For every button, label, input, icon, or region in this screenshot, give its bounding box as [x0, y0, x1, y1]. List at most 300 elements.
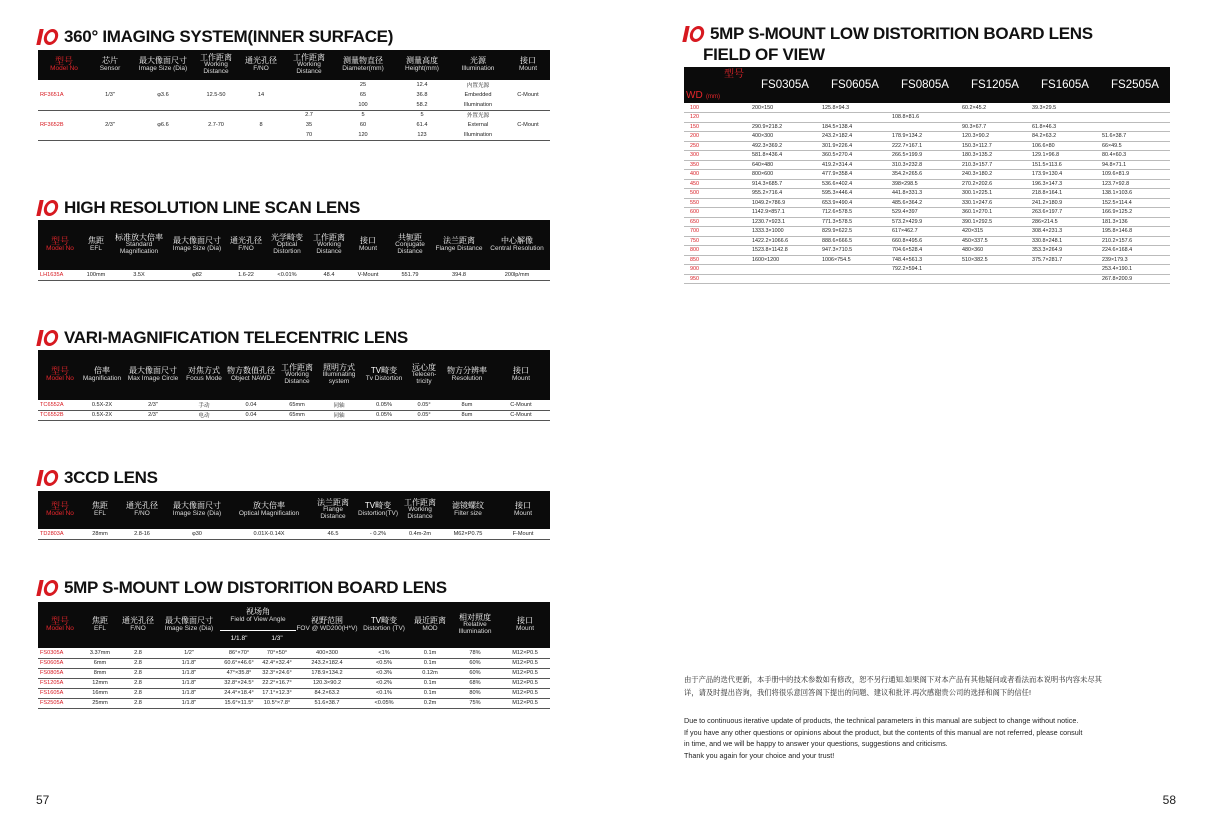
- column-header: [184, 350, 224, 400]
- table-cell: 180.3×135.2: [960, 151, 1030, 161]
- table-cell: 224.6×168.4: [1100, 246, 1170, 256]
- table-cell: 60.6°×46.6°: [220, 658, 258, 668]
- column-header: [434, 220, 484, 270]
- header-en: Flange Distance: [320, 506, 346, 521]
- column-header: [332, 50, 394, 80]
- table-cell: 66×49.5: [1100, 141, 1170, 151]
- table-cell: 300.1×225.1: [960, 189, 1030, 199]
- column-header: [492, 350, 550, 400]
- header-zh: 最近距离: [414, 616, 447, 626]
- table-cell: [286, 80, 332, 90]
- table-row: [38, 529, 550, 539]
- header-en: Model No: [46, 625, 74, 633]
- table-cell: 70: [286, 130, 332, 140]
- table-cell: 86°×70°: [220, 648, 258, 658]
- header-zh: 通光孔径: [230, 236, 262, 246]
- table-cell: [38, 110, 90, 120]
- header-en: MOD: [422, 624, 438, 632]
- fov-model-header: FS0305A: [750, 67, 820, 103]
- header-zh: 接口: [517, 616, 534, 626]
- table-cell: [820, 265, 890, 275]
- table-cell: [506, 80, 550, 90]
- column-header: [90, 50, 130, 80]
- table-row: [38, 100, 550, 110]
- table-row: [38, 410, 550, 420]
- table-cell: [1100, 103, 1170, 113]
- table-cell: 0.05%: [362, 400, 406, 410]
- table-cell: 123: [394, 130, 450, 140]
- table-cell: 653.9×490.4: [820, 198, 890, 208]
- column-header: [310, 491, 356, 529]
- table-cell: 0.5X-2X: [82, 400, 122, 410]
- header-zh: 焦距: [92, 501, 108, 511]
- table-cell: 内置光源: [466, 83, 490, 89]
- column-header: [196, 50, 236, 80]
- header-zh: 最大像面尺寸: [173, 501, 221, 511]
- table-row: [38, 698, 550, 708]
- table-cell: 529.4×397: [890, 208, 960, 218]
- table-cell: 173.9×130.4: [1030, 170, 1100, 180]
- table-cell: [236, 80, 286, 90]
- table-cell: 2.8: [118, 688, 158, 698]
- table-cell: 1/1.8": [158, 698, 220, 708]
- table-cell: 166.9×125.2: [1100, 208, 1170, 218]
- table-cell: 350: [684, 160, 750, 170]
- table-cell: φ6.6: [157, 122, 169, 128]
- table-cell: 270.2×202.6: [960, 179, 1030, 189]
- header-en: Max Image Circle: [127, 374, 179, 382]
- table-cell: [960, 274, 1030, 284]
- header-en: Mount: [511, 374, 531, 382]
- table-cell: [236, 130, 286, 140]
- column-header: [308, 220, 350, 270]
- table-cell: 485.6×364.2: [890, 198, 960, 208]
- header-zh: 光源: [470, 56, 486, 66]
- table-cell: 78%: [450, 648, 500, 658]
- table-cell: 650: [684, 217, 750, 227]
- header-zh: 光学畸变: [271, 232, 303, 242]
- table-cell: 2.8: [118, 678, 158, 688]
- fov-model-header: FS1605A: [1030, 67, 1100, 103]
- smount-table: [38, 602, 550, 709]
- table-cell: 2/3": [105, 122, 115, 128]
- header-zh: 最大像面尺寸: [139, 56, 187, 66]
- table-cell: 106.6×80: [1030, 141, 1100, 151]
- table-cell: 477.9×358.4: [820, 170, 890, 180]
- table-cell: 240.3×180.2: [960, 170, 1030, 180]
- table-cell: 65mm: [278, 400, 316, 410]
- table-cell: 640×480: [750, 160, 820, 170]
- header-en: Object NAWD: [230, 374, 272, 382]
- table-cell: 300: [684, 151, 750, 161]
- table-cell: [960, 113, 1030, 123]
- table-cell: C-Mount: [492, 400, 550, 410]
- table-cell: 398×298.5: [890, 179, 960, 189]
- header-en: Mount: [358, 244, 378, 252]
- table-cell: 218.8×164.1: [1030, 189, 1100, 199]
- table-row: [684, 113, 1170, 123]
- header-en: Working Distance: [203, 61, 229, 76]
- table-cell: 290.9×218.2: [750, 122, 820, 132]
- table-cell: φ3.6: [157, 92, 169, 98]
- header-en: Focus Mode: [186, 374, 222, 382]
- header-en: Image Size (Dia): [164, 624, 214, 632]
- header-zh: 最大像面尺寸: [165, 616, 213, 626]
- header-zh: 标准放大倍率: [115, 232, 163, 242]
- header-zh: 1/1.8": [230, 634, 248, 642]
- table-cell: 90.3×67.7: [960, 122, 1030, 132]
- table-row: [38, 688, 550, 698]
- table-cell: [130, 100, 196, 110]
- fov-model-header: FS0605A: [820, 67, 890, 103]
- table-cell: 551.79: [386, 270, 434, 280]
- table-cell: [196, 100, 236, 110]
- table-row: [684, 274, 1170, 284]
- table-cell: <0.2%: [358, 678, 410, 688]
- header-en: Mount: [513, 509, 533, 517]
- table-cell: 10.5°×7.8°: [258, 698, 296, 708]
- header-zh: TV畸变: [364, 501, 392, 511]
- header-en: Central Resolution: [490, 244, 544, 252]
- table-cell: 394.8: [434, 270, 484, 280]
- column-header: [82, 220, 110, 270]
- table-cell: [130, 130, 196, 140]
- table-cell: 0.2m: [410, 698, 450, 708]
- column-header: [406, 350, 442, 400]
- table-cell: [1030, 274, 1100, 284]
- table-cell: [750, 265, 820, 275]
- table-cell: 1333.3×1000: [750, 227, 820, 237]
- table-cell: 同轴: [316, 400, 362, 410]
- table-cell: 239×179.3: [1100, 255, 1170, 265]
- table-cell: 1230.7×923.1: [750, 217, 820, 227]
- column-header: [500, 602, 550, 648]
- header-zh: 视野范围: [311, 616, 344, 626]
- table-cell: FS0305A: [38, 648, 82, 658]
- table-cell: 888.6×666.5: [820, 236, 890, 246]
- table-cell: 829.9×622.5: [820, 227, 890, 237]
- header-zh: 最大像面尺寸: [129, 366, 177, 376]
- table-cell: 51.6×38.7: [1100, 132, 1170, 142]
- table-cell: 1142.9×857.1: [750, 208, 820, 218]
- table-cell: Embedded: [464, 92, 492, 98]
- column-header: [38, 220, 82, 270]
- header-zh: 对焦方式: [188, 366, 220, 376]
- table-cell: <1%: [358, 648, 410, 658]
- table-cell: 39.3×29.5: [1030, 103, 1100, 113]
- column-header: [220, 602, 296, 630]
- table-cell: [1030, 265, 1100, 275]
- table-cell: 1/1.8": [158, 688, 220, 698]
- table-cell: 308.4×231.3: [1030, 227, 1100, 237]
- header-en: Working Distance: [316, 241, 342, 256]
- header-en: Resolution: [451, 374, 483, 382]
- table-cell: 181.3×136: [1100, 217, 1170, 227]
- header-en: F/NO: [253, 64, 269, 72]
- table-cell: TC6552A: [38, 400, 82, 410]
- table-row: [38, 90, 550, 100]
- table-row: [38, 658, 550, 668]
- column-header: [386, 220, 434, 270]
- table-cell: [130, 110, 196, 120]
- table-cell: 12.5-50: [206, 92, 226, 98]
- header-zh: 1/3": [271, 634, 283, 642]
- table-cell: 150: [684, 122, 750, 132]
- table-cell: [236, 100, 286, 110]
- table-cell: 70°×50°: [258, 648, 296, 658]
- header-zh: 工作距离: [200, 52, 232, 62]
- table-cell: 5: [361, 112, 365, 119]
- corner-unit-label: (mm): [706, 93, 720, 100]
- table-cell: 400: [684, 170, 750, 180]
- header-zh: 工作距离: [281, 362, 313, 372]
- table-cell: 210.3×157.7: [960, 160, 1030, 170]
- header-en: Image Size (Dia): [172, 244, 222, 252]
- header-zh: 通光孔径: [245, 56, 277, 66]
- table-cell: 492.3×369.2: [750, 141, 820, 151]
- table-cell: Illumination: [450, 130, 506, 140]
- header-zh: 照明方式: [323, 362, 355, 372]
- table-cell: [196, 80, 236, 90]
- table-cell: V-Mount: [350, 270, 386, 280]
- table-cell: 420×315: [960, 227, 1030, 237]
- header-zh: 通光孔径: [122, 616, 154, 626]
- table-cell: 84.2×63.2: [296, 688, 358, 698]
- table-row: [38, 400, 550, 410]
- header-en: Flange Distance: [435, 244, 483, 252]
- column-header: [316, 350, 362, 400]
- table-cell: 0.01X-0.14X: [228, 529, 310, 539]
- table-cell: 390.1×292.5: [960, 217, 1030, 227]
- table-cell: 250: [684, 141, 750, 151]
- table-cell: [90, 100, 130, 110]
- table-cell: 2.8: [118, 698, 158, 708]
- column-header: [266, 220, 308, 270]
- table-cell: 660.8×495.6: [890, 236, 960, 246]
- header-en: EFL: [94, 509, 106, 517]
- table-row: [684, 265, 1170, 275]
- column-header: [158, 602, 220, 648]
- table-cell: 16mm: [82, 688, 118, 698]
- column-header: [38, 602, 82, 648]
- table-cell: 152.5×114.4: [1100, 198, 1170, 208]
- table-cell: 2.8-16: [118, 529, 166, 539]
- table-cell: 75%: [450, 698, 500, 708]
- table-cell: 0.04: [224, 400, 278, 410]
- table-cell: [750, 113, 820, 123]
- table-cell: 17.1°×12.3°: [258, 688, 296, 698]
- header-en: F/NO: [134, 509, 150, 517]
- table-cell: 550: [684, 198, 750, 208]
- table-row: [38, 110, 550, 120]
- header-zh: 接口: [515, 501, 531, 511]
- table-cell: 200lp/mm: [484, 270, 550, 280]
- column-header: [484, 220, 550, 270]
- notice-english: Due to continuous iterative update of products, the technical parameters in this manual are subject to change without notice. If you have any other questions or opinions about the product, but the contents of this manual are not referred, please consult in time, and we will be happy to answer your questions, suggestions and criticisms. Thank you again for your choice and your trust!: [684, 716, 1083, 760]
- table-cell: M62×P0.75: [440, 529, 496, 539]
- header-zh: 共轭距: [398, 232, 422, 242]
- table-cell: [196, 110, 236, 120]
- table-cell: 800: [684, 246, 750, 256]
- header-en: Optical Distortion: [273, 241, 301, 256]
- header-zh: 通光孔径: [126, 501, 158, 511]
- table-cell: FS0605A: [38, 658, 82, 668]
- table-cell: 3.5X: [110, 270, 168, 280]
- column-header: [38, 491, 82, 529]
- column-header: [350, 220, 386, 270]
- table-row: [684, 170, 1170, 180]
- table-cell: 330.1×247.6: [960, 198, 1030, 208]
- table-row: [38, 270, 550, 280]
- column-header: [442, 350, 492, 400]
- table-cell: [506, 110, 550, 120]
- header-zh: 物方分辨率: [447, 366, 487, 376]
- header-zh: 接口: [520, 56, 536, 66]
- table-cell: 22.2°×16.7°: [258, 678, 296, 688]
- header-zh: 倍率: [94, 366, 110, 376]
- company-logo-icon: [684, 25, 706, 43]
- table-cell: 950: [684, 274, 750, 284]
- table-row: [38, 678, 550, 688]
- table-cell: 2/3": [122, 400, 184, 410]
- header-zh: 焦距: [88, 236, 104, 246]
- column-header: [38, 50, 90, 80]
- header-en: F/NO: [130, 624, 146, 632]
- table-row: [684, 217, 1170, 227]
- table-cell: 14: [257, 92, 265, 98]
- header-en: Model No: [50, 65, 78, 73]
- table-cell: 28mm: [82, 529, 118, 539]
- table-cell: 60%: [450, 658, 500, 668]
- column-header: [410, 602, 450, 648]
- table-cell: [236, 110, 286, 120]
- table-cell: 241.2×180.9: [1030, 198, 1100, 208]
- header-zh: 型号: [50, 235, 69, 246]
- header-zh: 视场角: [246, 607, 270, 617]
- table-cell: 301.9×226.4: [820, 141, 890, 151]
- header-en: Conjugate Distance: [395, 241, 425, 256]
- table-cell: 2.8: [118, 648, 158, 658]
- table-cell: 0.05%: [362, 410, 406, 420]
- table-cell: 46.5: [310, 529, 356, 539]
- table-cell: 354.2×265.6: [890, 170, 960, 180]
- table-cell: 外置光源: [466, 113, 490, 120]
- table-cell: [890, 103, 960, 113]
- table-cell: <0.5%: [358, 658, 410, 668]
- table-cell: 200: [684, 132, 750, 142]
- table-cell: φ82: [168, 270, 226, 280]
- section-title-360: 360° IMAGING SYSTEM(INNER SURFACE): [38, 27, 393, 47]
- table-cell: 581.8×436.4: [750, 151, 820, 161]
- fov-subheader: [220, 630, 258, 648]
- table-cell: M12×P0.5: [500, 678, 550, 688]
- table-cell: 42.4°×32.4°: [258, 658, 296, 668]
- header-zh: 法兰距离: [443, 236, 475, 246]
- table-cell: 68%: [450, 678, 500, 688]
- header-zh: TV畸变: [370, 616, 398, 626]
- corner-model-label: 型号: [724, 69, 744, 80]
- table-cell: 8um: [442, 400, 492, 410]
- header-zh: 工作距离: [313, 232, 345, 242]
- table-cell: 129.1×96.8: [1030, 151, 1100, 161]
- header-en: Image Size (Dia): [138, 64, 188, 72]
- header-en: Model No: [46, 375, 74, 383]
- table-cell: 2/3": [122, 410, 184, 420]
- table-row: [684, 246, 1170, 256]
- table-cell: 138.1×103.6: [1100, 189, 1170, 199]
- section-title-fov: 5MP S-MOUNT LOW DISTORITION BOARD LENS FIELD OF VIEW: [684, 24, 1093, 65]
- table-cell: 108.8×81.6: [890, 113, 960, 123]
- corner-wd-label: WD: [686, 89, 703, 101]
- table-cell: 419.2×314.4: [820, 160, 890, 170]
- table-cell: 0.1m: [410, 648, 450, 658]
- table-cell: 25mm: [82, 698, 118, 708]
- table-cell: 771.3×578.5: [820, 217, 890, 227]
- table-cell: [38, 80, 90, 90]
- header-en: Mount: [515, 624, 535, 632]
- column-header: [118, 602, 158, 648]
- column-header: [450, 50, 506, 80]
- table-cell: 65mm: [278, 410, 316, 420]
- table-cell: C-Mount: [517, 92, 539, 98]
- table-cell: <0.3%: [358, 668, 410, 678]
- table-cell: 263.6×197.7: [1030, 208, 1100, 218]
- column-header: [118, 491, 166, 529]
- header-zh: 工作距离: [404, 497, 436, 507]
- table-cell: 195.8×146.8: [1100, 227, 1170, 237]
- table-row: [38, 648, 550, 658]
- table-cell: 1422.2×1066.6: [750, 236, 820, 246]
- table-cell: - 0.2%: [356, 529, 400, 539]
- table-cell: 123.7×92.8: [1100, 179, 1170, 189]
- table-row: [684, 198, 1170, 208]
- table-cell: RF3652B: [40, 122, 64, 128]
- table-cell: 243.2×182.4: [820, 132, 890, 142]
- table-cell: [286, 90, 332, 100]
- table-cell: C-Mount: [517, 122, 539, 128]
- header-en: Working Distance: [284, 371, 310, 386]
- table-cell: 600: [684, 208, 750, 218]
- table-cell: 353.3×264.9: [1030, 246, 1100, 256]
- table-cell: 2.7: [305, 112, 313, 119]
- header-zh: 芯片: [102, 56, 118, 66]
- header-en: Sensor: [99, 64, 121, 72]
- table-cell: 60.2×45.2: [960, 103, 1030, 113]
- table-cell: 914.3×685.7: [750, 179, 820, 189]
- header-en: Telecen-tricity: [411, 371, 437, 386]
- table-cell: 电动: [184, 410, 224, 420]
- table-cell: 400×300: [750, 132, 820, 142]
- header-zh: 远心度: [412, 362, 436, 372]
- header-en: Field of View Angle: [230, 615, 286, 623]
- table-cell: TD2803A: [38, 529, 82, 539]
- table-cell: 35: [305, 122, 313, 128]
- header-en: Relative Illumination: [458, 621, 492, 636]
- table-cell: [286, 100, 332, 110]
- header-en: Distortion(TV): [357, 509, 399, 517]
- column-header: [296, 602, 358, 648]
- table-cell: 25: [359, 82, 367, 88]
- table-row: [684, 151, 1170, 161]
- table-cell: 100: [684, 103, 750, 113]
- table-cell: 2.7-70: [208, 122, 224, 128]
- header-en: Filter size: [454, 509, 482, 517]
- column-header: [362, 350, 406, 400]
- table-cell: 100mm: [82, 270, 110, 280]
- table-cell: [960, 265, 1030, 275]
- table-cell: 178.9×134.2: [890, 132, 960, 142]
- table-cell: M12×P0.5: [500, 698, 550, 708]
